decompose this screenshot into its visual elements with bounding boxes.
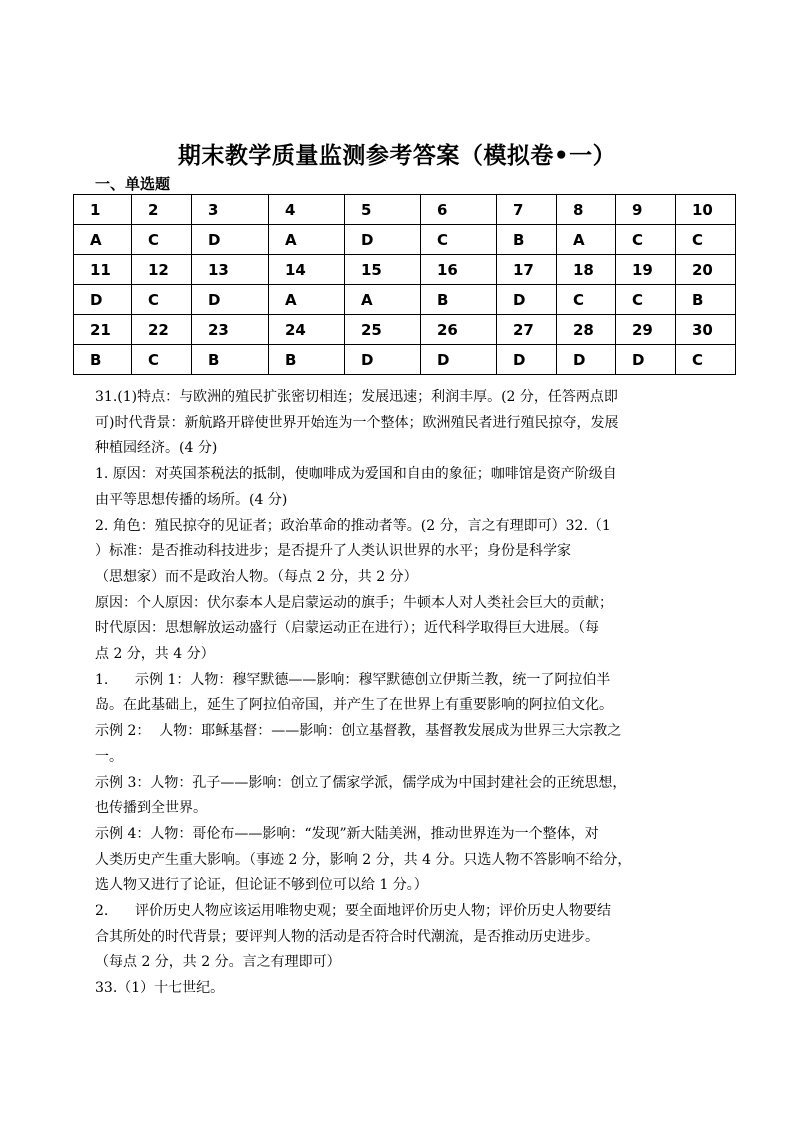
answer-line: （每点 2 分，共 2 分。言之有理即可） [95, 954, 341, 971]
answer-line: 合其所处的时代背景；要评判人物的活动是否符合时代潮流，是否推动历史进步。 [95, 928, 599, 945]
table-cell: D [74, 285, 132, 315]
answer-line: 选人物又进行了论证，但论证不够到位可以给 1 分。） [95, 877, 428, 894]
table-cell: 11 [74, 255, 132, 285]
answer-line: 可)时代背景：新航路开辟使世界开始连为一个整体；欧洲殖民者进行殖民掠夺，发展 [95, 414, 619, 431]
table-cell: C [132, 225, 192, 255]
answer-line: 示例 4：人物：哥伦布——影响：“发现”新大陆美洲，推动世界连为一个整体，对 [95, 825, 599, 842]
answer-line: 2. 角色：殖民掠夺的见证者；政治革命的推动者等。(2 分，言之有理即可）32.（1 [95, 517, 611, 534]
table-cell: D [192, 285, 269, 315]
table-row [74, 285, 736, 315]
table-cell: B [192, 345, 269, 375]
table-cell: A [345, 285, 421, 315]
table-cell: 12 [132, 255, 192, 285]
table-cell: B [497, 225, 557, 255]
answer-line: ）标准：是否推动科技进步；是否提升了人类认识世界的水平；身份是科学家 [95, 543, 571, 560]
table-cell: D [421, 345, 497, 375]
answer-line: 示例 2： 人物：耶稣基督：——影响：创立基督教，基督教发展成为世界三大宗教之 [95, 723, 622, 740]
table-cell: 1 [74, 195, 132, 225]
answer-text [95, 385, 715, 1002]
answer-line: 33.（1）十七世纪。 [95, 980, 225, 997]
table-cell: 19 [616, 255, 676, 285]
answer-line: 种植园经济。(4 分) [95, 440, 218, 457]
table-cell: D [557, 345, 616, 375]
answer-table [73, 194, 736, 375]
table-cell: D [497, 345, 557, 375]
answer-line: 由平等思想传播的场所。(4 分) [95, 491, 288, 508]
table-row [74, 255, 736, 285]
table-cell: 15 [345, 255, 421, 285]
table-cell: 24 [269, 315, 345, 345]
table-cell: A [557, 225, 616, 255]
table-cell: 6 [421, 195, 497, 225]
table-cell: 14 [269, 255, 345, 285]
table-cell: 7 [497, 195, 557, 225]
answer-line: 点 2 分，共 4 分） [95, 646, 215, 663]
table-row [74, 345, 736, 375]
section-heading: 一、单选题 [95, 175, 171, 193]
answer-line: 时代原因：思想解放运动盛行（启蒙运动正在进行）；近代科学取得巨大进展。（每 [95, 620, 599, 637]
table-cell: 17 [497, 255, 557, 285]
answer-line: 31.(1)特点：与欧洲的殖民扩张密切相连；发展迅速；利润丰厚。(2 分，任答两点即 [95, 389, 618, 405]
table-cell: 8 [557, 195, 616, 225]
table-cell: C [616, 285, 676, 315]
answer-line: 岛。在此基础上，延生了阿拉伯帝国，并产生了在世界上有重要影响的阿拉伯文化。 [95, 697, 613, 714]
answer-line: 人类历史产生重大影响。（事迹 2 分，影响 2 分，共 4 分。只选人物不答影响不给分， [95, 851, 632, 868]
table-cell: 28 [557, 315, 616, 345]
table-cell: D [616, 345, 676, 375]
table-cell: 20 [676, 255, 736, 285]
table-cell: D [345, 345, 421, 375]
table-cell: C [676, 345, 736, 375]
table-cell: B [74, 345, 132, 375]
table-cell: C [557, 285, 616, 315]
table-cell: D [345, 225, 421, 255]
table-cell: 30 [676, 315, 736, 345]
answer-line: （思想家）而不是政治人物。（每点 2 分，共 2 分） [95, 568, 418, 585]
table-cell: C [676, 225, 736, 255]
table-cell: 13 [192, 255, 269, 285]
table-cell: 16 [421, 255, 497, 285]
answer-line: 原因：个人原因：伏尔泰本人是启蒙运动的旗手；牛顿本人对人类社会巨大的贡献； [95, 594, 613, 611]
table-cell: 18 [557, 255, 616, 285]
table-cell: D [497, 285, 557, 315]
table-cell: 4 [269, 195, 345, 225]
table-row [74, 315, 736, 345]
answer-line: 2. 评价历史人物应该运用唯物史观；要全面地评价历史人物；评价历史人物要结 [95, 903, 612, 920]
answer-line: 1. 示例 1：人物：穆罕默德——影响：穆罕默德创立伊斯兰教，统一了阿拉伯半 [95, 671, 611, 688]
table-cell: A [269, 225, 345, 255]
table-cell: 25 [345, 315, 421, 345]
table-cell: 23 [192, 315, 269, 345]
answer-line: 示例 3：人物：孔子——影响：创立了儒家学派，儒学成为中国封建社会的正统思想， [95, 774, 627, 791]
answer-line: 一。 [95, 748, 123, 765]
table-cell: D [192, 225, 269, 255]
table-row [74, 195, 736, 225]
table-cell: 10 [676, 195, 736, 225]
table-cell: 21 [74, 315, 132, 345]
table-cell: 26 [421, 315, 497, 345]
table-cell: A [74, 225, 132, 255]
table-cell: C [616, 225, 676, 255]
table-cell: B [676, 285, 736, 315]
table-cell: 9 [616, 195, 676, 225]
table-cell: B [269, 345, 345, 375]
table-cell: A [269, 285, 345, 315]
page-title: 期末教学质量监测参考答案（模拟卷•一） [177, 143, 617, 169]
table-cell: C [421, 225, 497, 255]
table-cell: B [421, 285, 497, 315]
table-cell: 27 [497, 315, 557, 345]
table-row [74, 225, 736, 255]
table-cell: C [132, 285, 192, 315]
answer-line: 1. 原因：对英国茶税法的抵制，使咖啡成为爱国和自由的象征；咖啡馆是资产阶级自 [95, 466, 617, 483]
table-cell: 3 [192, 195, 269, 225]
table-cell: 2 [132, 195, 192, 225]
table-cell: 22 [132, 315, 192, 345]
table-cell: C [132, 345, 192, 375]
table-cell: 5 [345, 195, 421, 225]
answer-line: 也传播到全世界。 [95, 800, 207, 817]
table-cell: 29 [616, 315, 676, 345]
